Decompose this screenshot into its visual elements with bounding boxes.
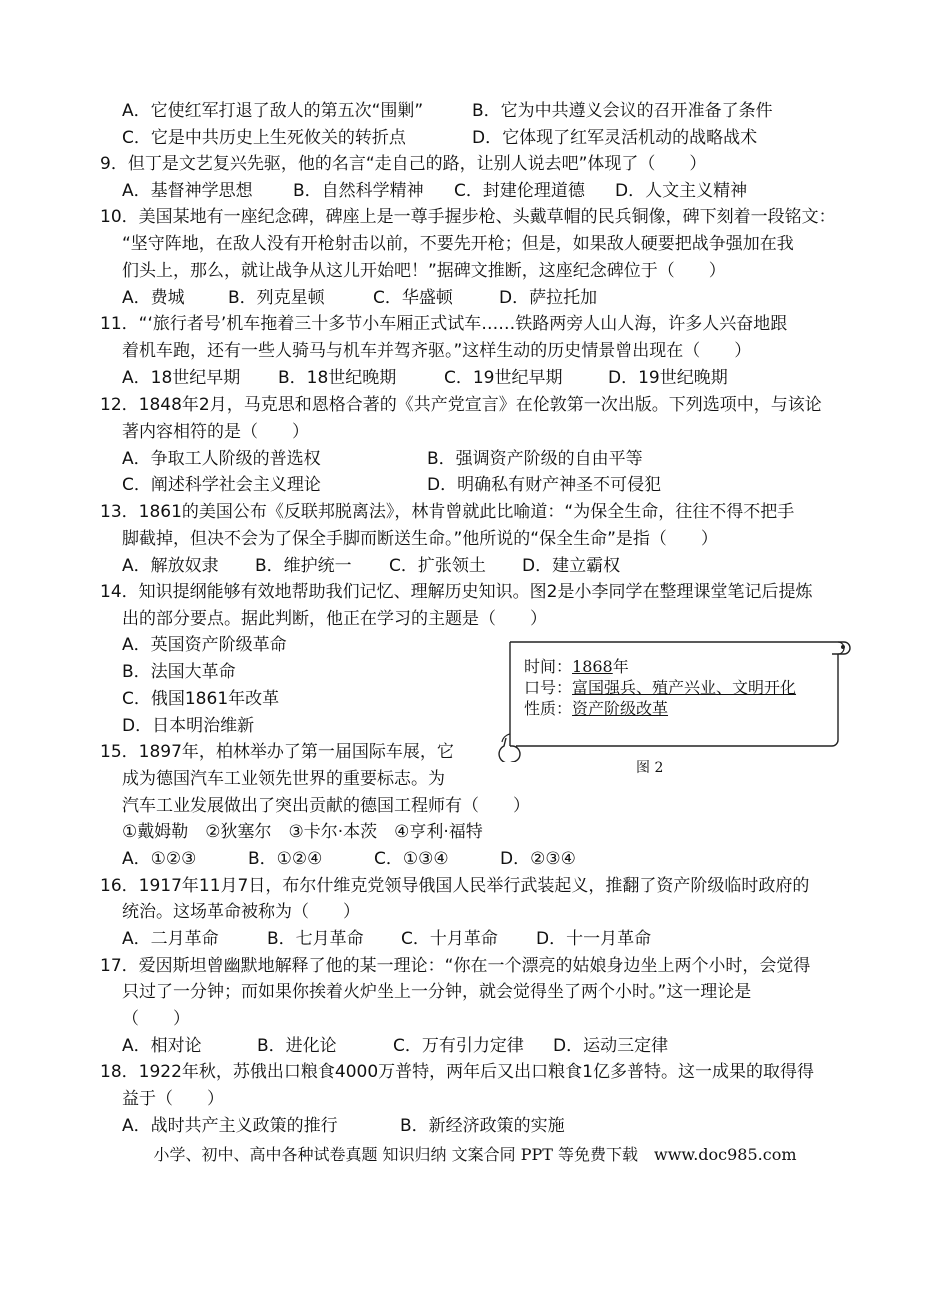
q15-stem-line3: 汽车工业发展做出了突出贡献的德国工程师有（ ） bbox=[122, 796, 530, 816]
q10-option-a: A．费城 bbox=[122, 288, 185, 308]
q11-stem-line2: 着机车跑，还有一些人骑马与机车并驾齐驱。”这样生动的历史情景曾出现在（ ） bbox=[122, 341, 752, 361]
q13-option-d: D．建立霸权 bbox=[522, 556, 621, 576]
q16-option-a: A．二月革命 bbox=[122, 929, 219, 949]
q9-stem: 9．但丁是文艺复兴先驱，他的名言“走自己的路，让别人说去吧”体现了（ ） bbox=[100, 154, 707, 174]
figure2-time-value: 1868 bbox=[572, 657, 613, 676]
q8-option-b: B．它为中共遵义会议的召开准备了条件 bbox=[472, 101, 773, 121]
q16-stem-line2: 统治。这场革命被称为（ ） bbox=[122, 902, 360, 922]
q16-option-b: B．七月革命 bbox=[267, 929, 364, 949]
q9-option-b: B．自然科学精神 bbox=[293, 181, 424, 201]
q15-options bbox=[122, 847, 576, 871]
q13-option-c: C．扩张领土 bbox=[389, 556, 486, 576]
q12-stem-line2: 著内容相符的是（ ） bbox=[122, 422, 309, 442]
q8-option-d: D．它体现了红军灵活机动的战略战术 bbox=[472, 128, 758, 148]
q10-stem-line3: 们头上，那么，就让战争从这儿开始吧！”据碑文推断，这座纪念碑位于（ ） bbox=[122, 261, 726, 281]
figure2-nature-value: 资产阶级改革 bbox=[572, 699, 669, 718]
q10-options bbox=[122, 286, 597, 310]
figure2-nature-row bbox=[524, 698, 668, 720]
q15-stem-line1: 15．1897年，柏林举办了第一届国际车展，它 bbox=[100, 742, 454, 762]
figure2-time-suffix: 年 bbox=[612, 657, 629, 676]
q17-option-c: C．万有引力定律 bbox=[393, 1036, 524, 1056]
q17-option-d: D．运动三定律 bbox=[553, 1036, 669, 1056]
figure2-time-row bbox=[524, 656, 629, 678]
q16-stem-line1: 16．1917年11月7日，布尔什维克党领导俄国人民举行武装起义，推翻了资产阶级临时政府的 bbox=[100, 876, 810, 896]
q12-option-c: C．阐述科学社会主义理论 bbox=[122, 475, 321, 495]
q15-option-a: A．①②③ bbox=[122, 849, 197, 869]
q16-option-c: C．十月革命 bbox=[401, 929, 498, 949]
q10-option-d: D．萨拉托加 bbox=[499, 288, 598, 308]
q12-option-d: D．明确私有财产神圣不可侵犯 bbox=[427, 475, 662, 495]
q17-options bbox=[122, 1034, 668, 1058]
q12-option-b: B．强调资产阶级的自由平等 bbox=[427, 449, 643, 469]
q12-stem-line1: 12．1848年2月，马克思和恩格合著的《共产党宣言》在伦敦第一次出版。下列选项中，与该论 bbox=[100, 395, 822, 415]
figure2-time-label: 时间： bbox=[524, 657, 573, 676]
q8-options-row2 bbox=[122, 126, 757, 150]
q18-option-b: B．新经济政策的实施 bbox=[400, 1116, 565, 1136]
q15-option-b: B．①②④ bbox=[248, 849, 323, 869]
figure2-nature-label: 性质： bbox=[524, 699, 573, 718]
q15-items: ①戴姆勒 ②狄塞尔 ③卡尔·本茨 ④亨利·福特 bbox=[122, 822, 483, 842]
q14-option-c: C．俄国1861年改革 bbox=[122, 689, 280, 709]
q16-options bbox=[122, 927, 651, 951]
q11-option-c: C．19世纪早期 bbox=[444, 368, 563, 388]
q8-option-c: C．它是中共历史上生死攸关的转折点 bbox=[122, 128, 406, 148]
q15-stem-line2: 成为德国汽车工业领先世界的重要标志。为 bbox=[122, 769, 445, 789]
q13-option-b: B．维护统一 bbox=[255, 556, 352, 576]
figure2-slogan-label: 口号： bbox=[524, 678, 573, 697]
figure2-scroll bbox=[492, 634, 854, 762]
q14-option-b: B．法国大革命 bbox=[122, 662, 236, 682]
q14-stem-line2: 出的部分要点。据此判断，他正在学习的主题是（ ） bbox=[122, 609, 547, 629]
q16-option-d: D．十一月革命 bbox=[536, 929, 652, 949]
q10-stem-line1: 10．美国某地有一座纪念碑，碑座上是一尊手握步枪、头戴草帽的民兵铜像，碑下刻着一段铭文： bbox=[100, 207, 836, 227]
q9-option-d: D．人文主义精神 bbox=[615, 181, 748, 201]
q17-stem-line3: （ ） bbox=[122, 1009, 190, 1029]
q17-stem-line2: 只过了一分钟；而如果你挨着火炉坐上一分钟，就会觉得坐了两个小时。”这一理论是 bbox=[122, 982, 752, 1002]
page-footer: 小学、初中、高中各种试卷真题 知识归纳 文案合同 PPT 等免费下载 www.doc985.com bbox=[153, 1145, 797, 1164]
q13-options bbox=[122, 554, 620, 578]
q12-options-row2 bbox=[122, 473, 661, 497]
figure2-slogan-value: 富国强兵、殖产兴业、文明开化 bbox=[572, 678, 797, 697]
q17-stem-line1: 17．爱因斯坦曾幽默地解释了他的某一理论：“你在一个漂亮的姑娘身边坐上两个小时，会觉得 bbox=[100, 956, 811, 976]
q13-option-a: A．解放奴隶 bbox=[122, 556, 219, 576]
q12-option-a: A．争取工人阶级的普选权 bbox=[122, 449, 321, 469]
q15-option-d: D．②③④ bbox=[500, 849, 576, 869]
q8-option-a: A．它使红军打退了敌人的第五次“围剿” bbox=[122, 101, 424, 121]
q18-stem-line2: 益于（ ） bbox=[122, 1089, 224, 1109]
q14-option-d: D．日本明治维新 bbox=[122, 716, 255, 736]
q14-option-a: A．英国资产阶级革命 bbox=[122, 635, 287, 655]
q11-stem-line1: 11．“‘旅行者号’机车拖着三十多节小车厢正式试车……铁路两旁人山人海，许多人兴奋地跟 bbox=[100, 314, 788, 334]
q9-option-a: A．基督神学思想 bbox=[122, 181, 253, 201]
q17-option-b: B．进化论 bbox=[257, 1036, 337, 1056]
q10-option-c: C．华盛顿 bbox=[373, 288, 453, 308]
q17-option-a: A．相对论 bbox=[122, 1036, 202, 1056]
q12-options-row1 bbox=[122, 447, 643, 471]
q11-option-a: A．18世纪早期 bbox=[122, 368, 241, 388]
q9-option-c: C．封建伦理道德 bbox=[454, 181, 585, 201]
q10-option-b: B．列克星顿 bbox=[228, 288, 325, 308]
figure2-slogan-row bbox=[524, 677, 796, 699]
q11-options bbox=[122, 366, 728, 390]
q14-stem-line1: 14．知识提纲能够有效地帮助我们记忆、理解历史知识。图2是小李同学在整理课堂笔记后提炼 bbox=[100, 582, 813, 602]
q18-options bbox=[122, 1114, 565, 1138]
q18-option-a: A．战时共产主义政策的推行 bbox=[122, 1116, 338, 1136]
q18-stem-line1: 18．1922年秋，苏俄出口粮食4000万普特，两年后又出口粮食1亿多普特。这一成果的取得得 bbox=[100, 1062, 814, 1082]
figure2-caption: 图 2 bbox=[636, 760, 664, 776]
q15-option-c: C．①③④ bbox=[374, 849, 449, 869]
q11-option-b: B．18世纪晚期 bbox=[278, 368, 397, 388]
q13-stem-line2: 脚截掉，但决不会为了保全手脚而断送生命。”他所说的“保全生命”是指（ ） bbox=[122, 529, 718, 549]
q13-stem-line1: 13．1861的美国公布《反联邦脱离法》，林肯曾就此比喻道：“为保全生命，往往不得不把手 bbox=[100, 502, 795, 522]
q9-options bbox=[122, 179, 747, 203]
q11-option-d: D．19世纪晚期 bbox=[608, 368, 728, 388]
q8-options-row1 bbox=[122, 99, 773, 123]
q10-stem-line2: “坚守阵地，在敌人没有开枪射击以前，不要先开枪；但是，如果敌人硬要把战争强加在我 bbox=[122, 234, 794, 254]
